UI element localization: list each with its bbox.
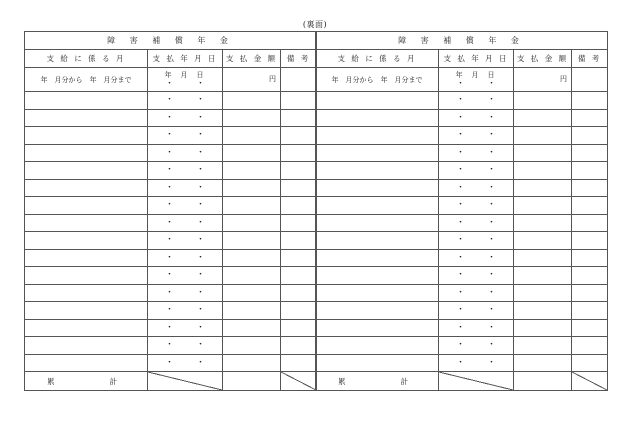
period-cell[interactable] (316, 162, 439, 180)
amount-cell[interactable] (514, 354, 572, 372)
total-date-crossed-cell (439, 372, 514, 391)
table-row (25, 92, 317, 110)
payment-date-cell[interactable] (439, 144, 514, 162)
remarks-cell[interactable] (281, 197, 317, 215)
table-row (316, 284, 608, 302)
amount-cell[interactable] (514, 162, 572, 180)
period-cell[interactable] (316, 302, 439, 320)
date-separator-dot: ・ (455, 340, 465, 351)
date-separator-dot: ・ (196, 165, 206, 176)
table-row (25, 284, 317, 302)
payment-date-cell[interactable] (439, 214, 514, 232)
amount-cell[interactable] (223, 92, 281, 110)
payment-date-cell[interactable] (148, 284, 223, 302)
header-remarks: 備 考 (572, 50, 608, 68)
remarks-cell[interactable] (281, 267, 317, 285)
amount-cell[interactable] (514, 337, 572, 355)
period-cell[interactable] (25, 267, 148, 285)
table-row (25, 249, 317, 267)
date-separator-dot: ・ (164, 182, 174, 193)
period-cell[interactable] (25, 249, 148, 267)
period-cell[interactable] (316, 92, 439, 110)
total-amount-cell[interactable] (514, 372, 572, 391)
date-separator-dot: ・ (455, 147, 465, 158)
date-separator-dot: ・ (164, 270, 174, 281)
period-cell[interactable] (316, 127, 439, 145)
remarks-cell[interactable] (572, 319, 608, 337)
total-label-part: 累 (338, 376, 346, 386)
payment-date-cell[interactable] (148, 249, 223, 267)
payment-date-cell[interactable] (439, 249, 514, 267)
date-separator-dot: ・ (196, 322, 206, 333)
total-label-cell (316, 372, 439, 391)
table-row (316, 92, 608, 110)
date-separator-dot: ・ (455, 217, 465, 228)
period-cell[interactable] (316, 267, 439, 285)
date-separator-dot: ・ (487, 305, 497, 316)
date-separator-dot: ・ (455, 270, 465, 281)
remarks-cell[interactable] (281, 284, 317, 302)
payment-date-cell[interactable] (148, 267, 223, 285)
amount-cell[interactable] (223, 197, 281, 215)
month-label: 月 (180, 71, 188, 79)
period-cell[interactable] (316, 179, 439, 197)
total-amount-cell[interactable] (223, 372, 281, 391)
remarks-cell[interactable] (572, 267, 608, 285)
remarks-cell[interactable] (281, 337, 317, 355)
date-separator-dot: ・ (455, 130, 465, 141)
date-separator-dot: ・ (196, 270, 206, 281)
payment-date-cell[interactable] (148, 179, 223, 197)
date-separator-dot: ・ (455, 322, 465, 333)
table-row (25, 302, 317, 320)
remarks-cell[interactable] (572, 284, 608, 302)
date-separator-dot: ・ (164, 322, 174, 333)
payment-date-cell[interactable] (148, 127, 223, 145)
date-separator-dot: ・ (164, 79, 174, 89)
remarks-cell[interactable] (281, 214, 317, 232)
remarks-cell[interactable] (572, 232, 608, 250)
payment-date-cell[interactable] (439, 232, 514, 250)
period-cell[interactable] (25, 232, 148, 250)
date-separator-dot: ・ (455, 182, 465, 193)
amount-cell[interactable] (514, 179, 572, 197)
payment-date-cell[interactable] (148, 162, 223, 180)
total-remarks-crossed-cell (281, 372, 317, 391)
amount-cell[interactable] (223, 302, 281, 320)
remarks-cell[interactable] (281, 179, 317, 197)
period-cell[interactable] (25, 354, 148, 372)
header-payment-date: 支 払 年 月 日 (439, 50, 514, 68)
header-payment-date: 支 払 年 月 日 (148, 50, 223, 68)
table-row (25, 127, 317, 145)
day-label: 日 (196, 71, 204, 79)
payment-date-cell[interactable] (439, 127, 514, 145)
period-cell[interactable] (25, 127, 148, 145)
payment-date-cell[interactable] (148, 92, 223, 110)
period-cell[interactable] (25, 92, 148, 110)
table-row (316, 109, 608, 127)
remarks-cell[interactable] (281, 68, 317, 92)
date-separator-dot: ・ (487, 182, 497, 193)
payment-date-cell[interactable] (148, 319, 223, 337)
period-cell[interactable] (316, 144, 439, 162)
amount-cell[interactable] (223, 214, 281, 232)
date-separator-dot: ・ (196, 200, 206, 211)
table-row (316, 249, 608, 267)
period-cell[interactable] (316, 109, 439, 127)
remarks-cell[interactable] (572, 92, 608, 110)
table-row (25, 179, 317, 197)
table-row (316, 319, 608, 337)
date-separator-dot: ・ (196, 182, 206, 193)
table-row (316, 144, 608, 162)
remarks-cell[interactable] (572, 179, 608, 197)
amount-cell[interactable] (223, 337, 281, 355)
payment-date-cell[interactable] (439, 92, 514, 110)
period-cell[interactable] (316, 197, 439, 215)
date-separator-dot: ・ (487, 217, 497, 228)
payment-date-cell[interactable] (439, 284, 514, 302)
total-label-part: 累 (47, 376, 55, 386)
period-cell[interactable] (25, 197, 148, 215)
payment-date-cell[interactable] (148, 109, 223, 127)
date-separator-dot: ・ (455, 235, 465, 246)
amount-cell[interactable] (223, 249, 281, 267)
period-cell[interactable] (316, 354, 439, 372)
remarks-cell[interactable] (572, 68, 608, 92)
remarks-cell[interactable] (572, 127, 608, 145)
table-row (25, 232, 317, 250)
payment-date-cell[interactable] (439, 337, 514, 355)
header-amount: 支 払 金 額 (514, 50, 572, 68)
table-row (316, 232, 608, 250)
date-separator-dot: ・ (487, 235, 497, 246)
remarks-cell[interactable] (281, 354, 317, 372)
table-row (316, 127, 608, 145)
date-separator-dot: ・ (196, 287, 206, 298)
period-cell[interactable] (316, 284, 439, 302)
period-cell[interactable]: 年 月分から 年 月分まで (25, 68, 148, 92)
date-separator-dot: ・ (455, 287, 465, 298)
amount-cell[interactable] (223, 319, 281, 337)
date-separator-dot: ・ (196, 147, 206, 158)
remarks-cell[interactable] (281, 302, 317, 320)
date-separator-dot: ・ (487, 130, 497, 141)
period-cell[interactable] (25, 319, 148, 337)
page-caption: (裏面) (302, 20, 328, 29)
period-cell[interactable] (316, 319, 439, 337)
date-separator-dot: ・ (487, 287, 497, 298)
yen-unit: 円 (560, 75, 567, 83)
date-separator-dot: ・ (455, 200, 465, 211)
day-label: 日 (487, 71, 495, 79)
table-row (25, 109, 317, 127)
date-separator-dot: ・ (164, 147, 174, 158)
date-separator-dot: ・ (455, 79, 465, 89)
remarks-cell[interactable] (281, 249, 317, 267)
amount-cell[interactable] (514, 302, 572, 320)
date-separator-dot: ・ (487, 252, 497, 263)
date-separator-dot: ・ (487, 340, 497, 351)
payment-date-cell[interactable] (439, 179, 514, 197)
header-amount: 支 払 金 額 (223, 50, 281, 68)
amount-cell[interactable] (514, 144, 572, 162)
remarks-cell[interactable] (572, 354, 608, 372)
amount-cell[interactable] (223, 179, 281, 197)
amount-cell[interactable] (223, 267, 281, 285)
period-cell[interactable] (316, 249, 439, 267)
date-separator-dot: ・ (487, 95, 497, 106)
date-separator-dot: ・ (196, 357, 206, 368)
date-separator-dot: ・ (164, 357, 174, 368)
date-separator-dot: ・ (196, 340, 206, 351)
period-cell[interactable] (25, 162, 148, 180)
payment-date-cell[interactable] (439, 68, 514, 92)
payment-date-cell[interactable] (148, 354, 223, 372)
amount-cell[interactable] (514, 284, 572, 302)
date-separator-dot: ・ (487, 165, 497, 176)
date-separator-dot: ・ (164, 112, 174, 123)
total-label-part: 計 (400, 376, 408, 386)
amount-cell[interactable] (514, 127, 572, 145)
remarks-cell[interactable] (572, 302, 608, 320)
date-separator-dot: ・ (455, 252, 465, 263)
payment-date-cell[interactable] (439, 162, 514, 180)
payment-date-cell[interactable] (148, 232, 223, 250)
payment-date-cell[interactable] (439, 267, 514, 285)
period-cell[interactable] (316, 232, 439, 250)
table-row (316, 354, 608, 372)
date-separator-dot: ・ (455, 112, 465, 123)
year-label: 年 (455, 71, 463, 79)
total-row (316, 372, 608, 391)
period-cell[interactable]: 年 月分から 年 月分まで (316, 68, 439, 92)
table-row (25, 68, 317, 92)
date-separator-dot: ・ (487, 112, 497, 123)
date-separator-dot: ・ (164, 340, 174, 351)
amount-cell[interactable] (223, 354, 281, 372)
table-row (316, 267, 608, 285)
payment-date-cell[interactable] (439, 302, 514, 320)
date-separator-dot: ・ (196, 252, 206, 263)
table-title: 障 害 補 償 年 金 (316, 32, 608, 50)
remarks-cell[interactable] (572, 249, 608, 267)
year-label: 年 (164, 71, 172, 79)
amount-cell[interactable] (514, 232, 572, 250)
amount-cell[interactable] (514, 109, 572, 127)
amount-cell[interactable] (514, 319, 572, 337)
blank-rows (316, 92, 608, 372)
amount-cell[interactable] (223, 162, 281, 180)
amount-cell[interactable] (514, 214, 572, 232)
payment-date-cell[interactable] (148, 302, 223, 320)
total-date-crossed-cell (148, 372, 223, 391)
amount-cell[interactable] (223, 68, 281, 92)
date-separator-dot: ・ (487, 200, 497, 211)
pension-table-left (24, 31, 317, 391)
payment-date-cell[interactable] (148, 144, 223, 162)
period-cell[interactable] (316, 337, 439, 355)
remarks-cell[interactable] (572, 162, 608, 180)
period-cell[interactable] (25, 284, 148, 302)
table-row (316, 197, 608, 215)
date-separator-dot: ・ (487, 270, 497, 281)
period-cell[interactable] (25, 144, 148, 162)
payment-date-cell[interactable] (439, 197, 514, 215)
payment-date-cell[interactable] (439, 354, 514, 372)
remarks-cell[interactable] (281, 92, 317, 110)
total-label-cell (25, 372, 148, 391)
amount-cell[interactable] (223, 109, 281, 127)
date-separator-dot: ・ (455, 95, 465, 106)
date-separator-dot: ・ (455, 357, 465, 368)
payment-date-cell[interactable] (148, 337, 223, 355)
period-cell[interactable] (25, 302, 148, 320)
header-period: 支 給 に 係 る 月 (316, 50, 439, 68)
header-period: 支 給 に 係 る 月 (25, 50, 148, 68)
date-separator-dot: ・ (164, 130, 174, 141)
period-cell[interactable] (25, 214, 148, 232)
table-row (25, 354, 317, 372)
date-separator-dot: ・ (455, 305, 465, 316)
amount-cell[interactable] (514, 197, 572, 215)
remarks-cell[interactable] (572, 109, 608, 127)
amount-cell[interactable] (223, 232, 281, 250)
amount-cell[interactable] (514, 249, 572, 267)
total-label-part: 計 (109, 376, 117, 386)
remarks-cell[interactable] (281, 127, 317, 145)
date-separator-dot: ・ (164, 95, 174, 106)
amount-cell[interactable] (223, 284, 281, 302)
date-separator-dot: ・ (196, 130, 206, 141)
date-separator-dot: ・ (164, 200, 174, 211)
amount-cell[interactable] (223, 144, 281, 162)
table-row (25, 214, 317, 232)
table-row (25, 337, 317, 355)
remarks-cell[interactable] (572, 214, 608, 232)
table-row (316, 68, 608, 92)
date-separator-dot: ・ (455, 165, 465, 176)
date-separator-dot: ・ (196, 95, 206, 106)
payment-date-cell[interactable] (148, 197, 223, 215)
date-separator-dot: ・ (196, 305, 206, 316)
date-separator-dot: ・ (196, 217, 206, 228)
table-row (316, 162, 608, 180)
remarks-cell[interactable] (281, 319, 317, 337)
date-separator-dot: ・ (487, 357, 497, 368)
payment-date-cell[interactable] (148, 68, 223, 92)
payment-date-cell[interactable] (439, 109, 514, 127)
remarks-cell[interactable] (281, 109, 317, 127)
date-separator-dot: ・ (196, 112, 206, 123)
date-separator-dot: ・ (487, 79, 497, 89)
pension-table-right (315, 31, 608, 391)
remarks-cell[interactable] (572, 197, 608, 215)
table-row (25, 267, 317, 285)
amount-cell[interactable] (514, 267, 572, 285)
table-row (316, 214, 608, 232)
blank-rows (25, 92, 317, 372)
month-label: 月 (471, 71, 479, 79)
date-separator-dot: ・ (196, 235, 206, 246)
amount-cell[interactable] (514, 92, 572, 110)
table-row (25, 319, 317, 337)
date-separator-dot: ・ (164, 235, 174, 246)
date-separator-dot: ・ (164, 287, 174, 298)
date-separator-dot: ・ (487, 147, 497, 158)
payment-date-cell[interactable] (148, 214, 223, 232)
table-row (25, 144, 317, 162)
date-separator-dot: ・ (164, 305, 174, 316)
yen-unit: 円 (269, 75, 276, 83)
date-separator-dot: ・ (196, 79, 206, 89)
amount-cell[interactable] (514, 68, 572, 92)
period-cell[interactable] (25, 337, 148, 355)
table-row (316, 302, 608, 320)
period-cell[interactable] (25, 109, 148, 127)
date-separator-dot: ・ (164, 252, 174, 263)
amount-cell[interactable] (223, 127, 281, 145)
table-row (316, 179, 608, 197)
period-cell[interactable] (316, 214, 439, 232)
header-remarks: 備 考 (281, 50, 317, 68)
remarks-cell[interactable] (572, 144, 608, 162)
remarks-cell[interactable] (281, 232, 317, 250)
period-cell[interactable] (25, 179, 148, 197)
table-row (25, 197, 317, 215)
date-separator-dot: ・ (164, 165, 174, 176)
remarks-cell[interactable] (281, 162, 317, 180)
date-separator-dot: ・ (164, 217, 174, 228)
remarks-cell[interactable] (281, 144, 317, 162)
table-row (316, 337, 608, 355)
total-row (25, 372, 317, 391)
remarks-cell[interactable] (572, 337, 608, 355)
date-separator-dot: ・ (487, 322, 497, 333)
table-title: 障 害 補 償 年 金 (25, 32, 317, 50)
payment-date-cell[interactable] (439, 319, 514, 337)
total-remarks-crossed-cell (572, 372, 608, 391)
table-row (25, 162, 317, 180)
